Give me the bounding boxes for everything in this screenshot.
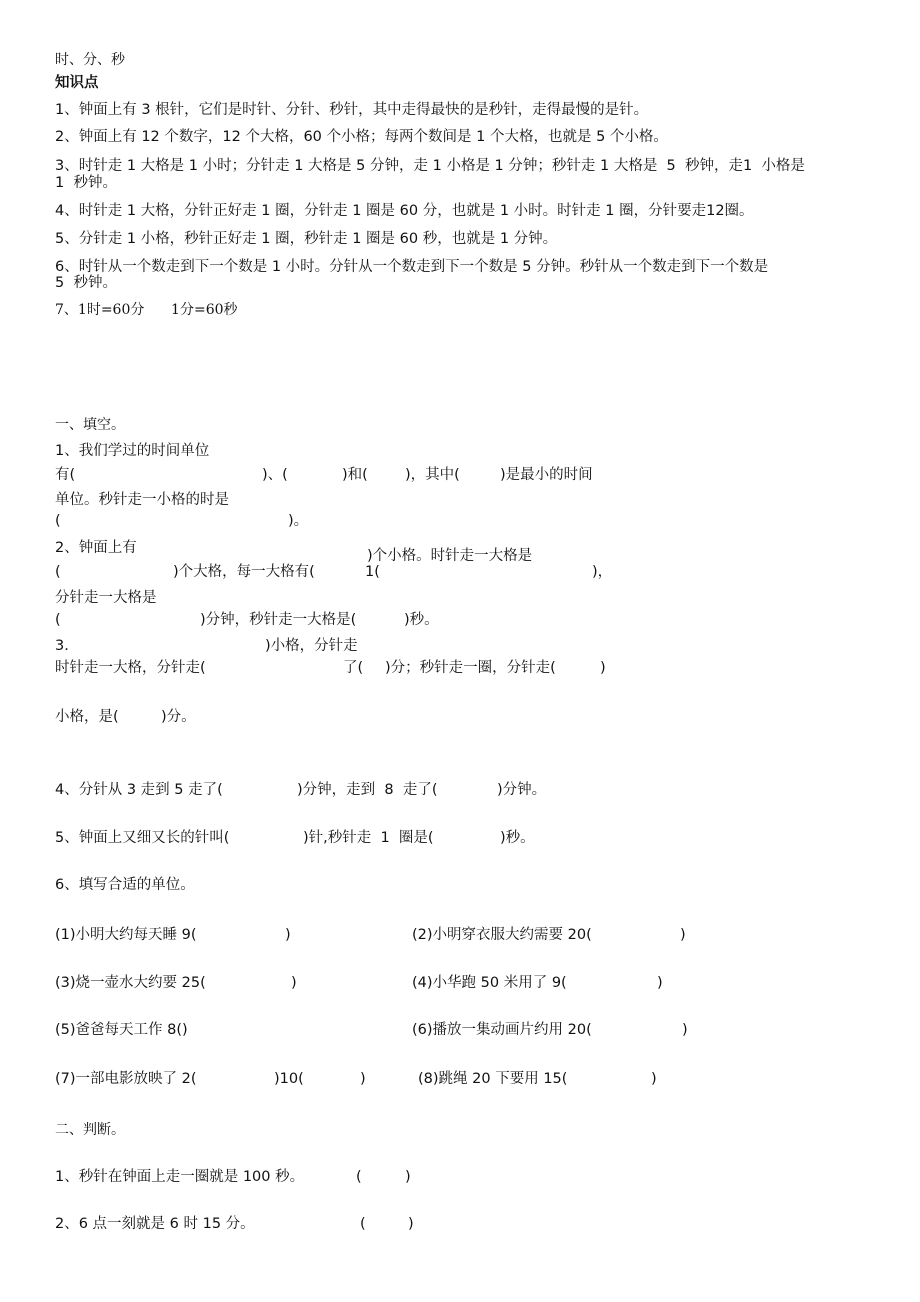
knowledge-item: 3、时针走 1 大格是 1 小时；分针走 1 大格是 5 分钟，走 1 小格是 1 分钟；秒针走 1 大格是 5 秒钟，走1 小格是 bbox=[55, 158, 805, 174]
q2-text: )个小格。时针走一大格是 bbox=[367, 548, 533, 564]
q6-item: ) bbox=[682, 1022, 688, 1038]
q5-text: 5、钟面上又细又长的针叫( bbox=[55, 830, 230, 846]
judge-item: ) bbox=[405, 1169, 411, 1185]
q5-text: )秒。 bbox=[500, 830, 535, 846]
knowledge-item: 5 秒钟。 bbox=[55, 275, 117, 291]
q3-text: 时针走一大格，分针走( bbox=[55, 660, 206, 676]
q6-item: ) bbox=[657, 975, 663, 991]
q6-item: ) bbox=[291, 975, 297, 991]
q2-text: 2、钟面上有 bbox=[55, 540, 137, 556]
q6-item: ) bbox=[285, 927, 291, 943]
q4-text: )分钟，走到 8 走了( bbox=[297, 782, 438, 798]
q3-text: )分。 bbox=[161, 709, 196, 725]
q3-text: 3. bbox=[55, 638, 69, 654]
q6-item: ) bbox=[651, 1071, 657, 1087]
judge-item: 1、秒针在钟面上走一圈就是 100 秒。 bbox=[55, 1169, 305, 1185]
q5-text: )针,秒针走 1 圈是( bbox=[303, 830, 434, 846]
judge-item: ( bbox=[360, 1216, 366, 1232]
q1-text: 1、我们学过的时间单位 bbox=[55, 443, 210, 459]
knowledge-item: 5、分针走 1 小格，秒针正好走 1 圈，秒针走 1 圈是 60 秒，也就是 1 分钟。 bbox=[55, 231, 558, 247]
q3-text: )分；秒针走一圈，分针走( bbox=[385, 660, 556, 676]
q6-item: (8)跳绳 20 下要用 15( bbox=[418, 1071, 568, 1087]
knowledge-item: 4、时针走 1 大格，分针正好走 1 圈，分针走 1 圈是 60 分，也就是 1 小时。时针走 1 圈，分针要走12圈。 bbox=[55, 203, 754, 219]
knowledge-item: 2、钟面上有 12 个数字，12 个大格，60 个小格；每两个数间是 1 个大格，也就是 5 个小格。 bbox=[55, 129, 668, 145]
q3-text: 了( bbox=[343, 660, 364, 676]
q6-item: (2)小明穿衣服大约需要 20( bbox=[412, 927, 592, 943]
q6-item: (5)爸爸每天工作 8() bbox=[55, 1022, 188, 1038]
q2-text: )， bbox=[592, 564, 613, 580]
q2-text: )个大格，每一大格有( bbox=[173, 564, 315, 580]
doc-title: 时、分、秒 bbox=[55, 52, 125, 68]
q1-text: 有( bbox=[55, 467, 76, 483]
q1-text: )和( bbox=[342, 467, 368, 483]
q2-text: )分钟，秒针走一大格是( bbox=[200, 612, 357, 628]
q4-text: 4、分针从 3 走到 5 走了( bbox=[55, 782, 223, 798]
q2-text: ( bbox=[55, 564, 61, 580]
judge-item: ) bbox=[408, 1216, 414, 1232]
knowledge-heading: 知识点 bbox=[55, 75, 99, 91]
q3-text: )小格，分针走 bbox=[265, 638, 358, 654]
q6-item: ) bbox=[360, 1071, 366, 1087]
judge-heading: 二、判断。 bbox=[55, 1122, 125, 1138]
q6-item: (7)一部电影放映了 2( bbox=[55, 1071, 197, 1087]
q6-item: )10( bbox=[274, 1071, 304, 1087]
q6-heading: 6、填写合适的单位。 bbox=[55, 877, 195, 893]
q3-text: 小格，是( bbox=[55, 709, 119, 725]
q3-text: ) bbox=[600, 660, 606, 676]
q6-item: (4)小华跑 50 米用了 9( bbox=[412, 975, 567, 991]
judge-item: ( bbox=[356, 1169, 362, 1185]
q6-item: (6)播放一集动画片约用 20( bbox=[412, 1022, 592, 1038]
knowledge-item: 6、时针从一个数走到下一个数是 1 小时。分针从一个数走到下一个数是 5 分钟。秒针从一个数走到下一个数是 bbox=[55, 259, 769, 275]
q2-text: 分针走一大格是 bbox=[55, 590, 157, 606]
fill-heading: 一、填空。 bbox=[55, 417, 125, 433]
knowledge-item: 1、钟面上有 3 根针，它们是时针、分针、秒针，其中走得最快的是秒针，走得最慢的是针。 bbox=[55, 102, 649, 118]
knowledge-item: 1 秒钟。 bbox=[55, 175, 117, 191]
q6-item: (1)小明大约每天睡 9( bbox=[55, 927, 197, 943]
judge-item: 2、6 点一刻就是 6 时 15 分。 bbox=[55, 1216, 255, 1232]
q6-item: ) bbox=[680, 927, 686, 943]
q1-text: 单位。秒针走一小格的时是 bbox=[55, 492, 229, 508]
q6-item: (3)烧一壶水大约要 25( bbox=[55, 975, 206, 991]
q1-text: )。 bbox=[288, 513, 309, 529]
q2-text: ( bbox=[55, 612, 61, 628]
q2-text: 1( bbox=[365, 564, 380, 580]
q1-text: )是最小的时间 bbox=[500, 467, 593, 483]
q1-text: ( bbox=[55, 513, 61, 529]
q1-text: )，其中( bbox=[405, 467, 460, 483]
knowledge-item: 7、1时=60分 1分=60秒 bbox=[55, 302, 238, 318]
q2-text: )秒。 bbox=[404, 612, 439, 628]
q1-text: )、( bbox=[262, 467, 288, 483]
q4-text: )分钟。 bbox=[497, 782, 547, 798]
